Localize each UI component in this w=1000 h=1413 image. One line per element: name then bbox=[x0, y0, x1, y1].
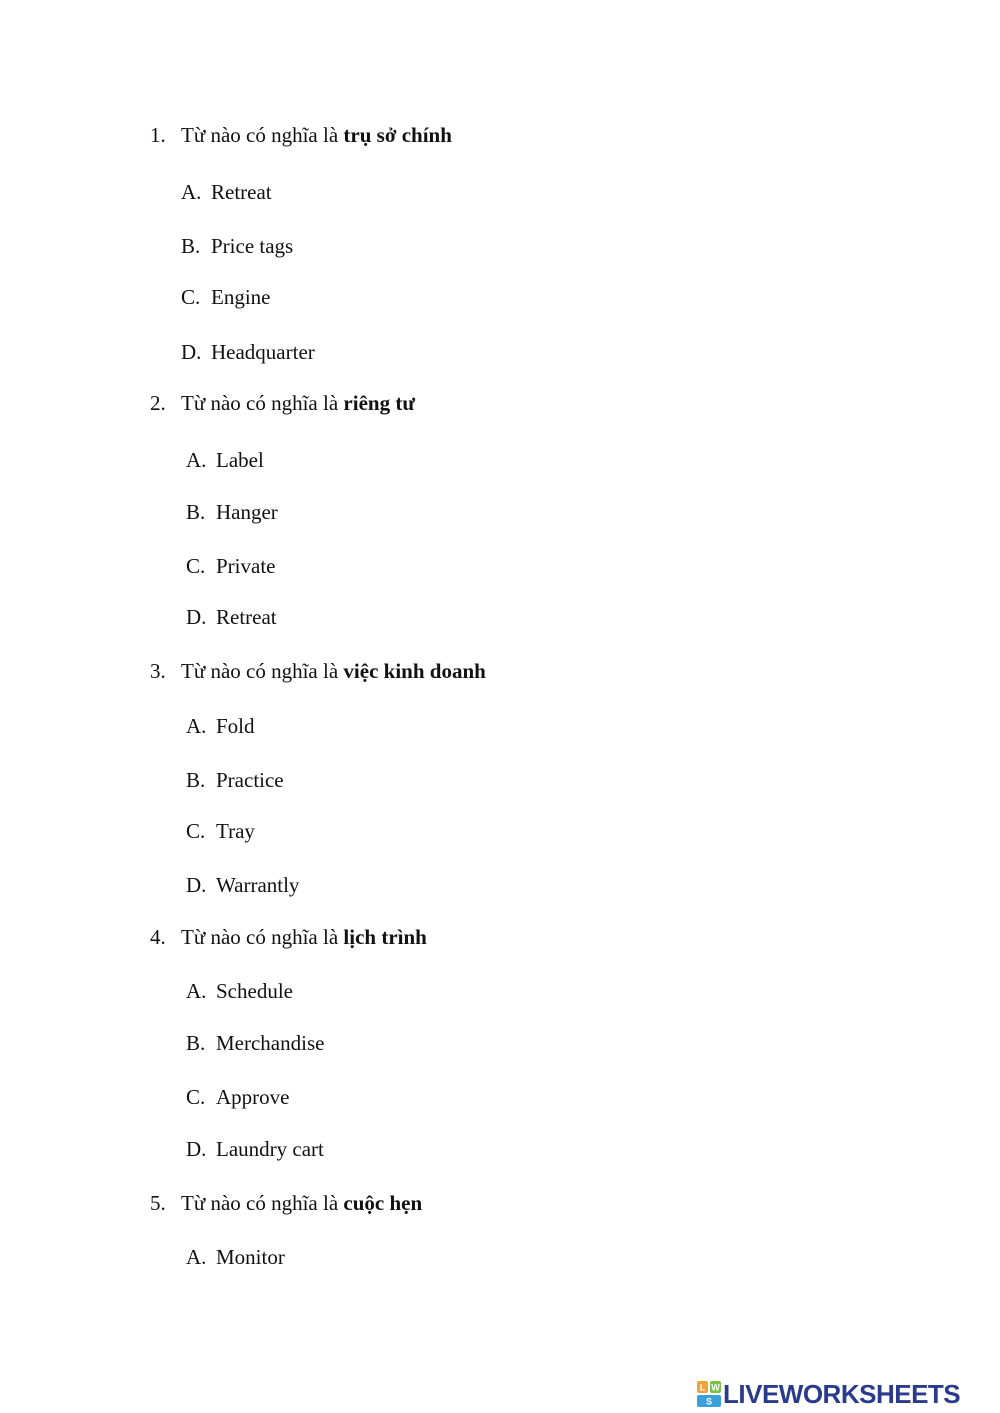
question-number: 5. bbox=[150, 1191, 166, 1215]
option-text: Laundry cart bbox=[216, 1137, 324, 1161]
option-letter: B. bbox=[186, 1031, 206, 1055]
option-text: Label bbox=[216, 448, 264, 472]
option-text: Schedule bbox=[216, 979, 293, 1003]
option-text: Retreat bbox=[211, 180, 272, 204]
option-text: Price tags bbox=[211, 234, 294, 258]
question-keyword: lịch trình bbox=[343, 925, 427, 949]
option-2b[interactable] bbox=[186, 500, 278, 524]
option-letter: A. bbox=[186, 979, 207, 1003]
question-prompt: Từ nào có nghĩa là bbox=[181, 659, 339, 683]
question-2 bbox=[150, 391, 415, 415]
option-letter: D. bbox=[186, 605, 207, 629]
option-4d[interactable] bbox=[186, 1137, 324, 1161]
option-text: Approve bbox=[216, 1085, 290, 1109]
question-prompt: Từ nào có nghĩa là bbox=[181, 123, 339, 147]
question-number: 2. bbox=[150, 391, 166, 415]
option-letter: D. bbox=[186, 873, 207, 897]
question-keyword: việc kinh doanh bbox=[343, 659, 486, 683]
brand-name: LIVEWORKSHEETS bbox=[723, 1378, 961, 1409]
option-letter: C. bbox=[186, 819, 206, 843]
option-letter: B. bbox=[186, 500, 206, 524]
option-5a[interactable] bbox=[186, 1245, 285, 1269]
option-text: Tray bbox=[216, 819, 255, 843]
option-text: Fold bbox=[216, 714, 255, 738]
option-letter: A. bbox=[181, 180, 202, 204]
question-keyword: cuộc hẹn bbox=[343, 1191, 423, 1215]
question-number: 4. bbox=[150, 925, 166, 949]
question-number: 1. bbox=[150, 123, 166, 147]
question-5 bbox=[150, 1191, 422, 1215]
question-prompt: Từ nào có nghĩa là bbox=[181, 925, 339, 949]
question-1 bbox=[150, 123, 452, 147]
option-letter: D. bbox=[181, 340, 202, 364]
option-text: Merchandise bbox=[216, 1031, 325, 1055]
option-letter: D. bbox=[186, 1137, 207, 1161]
option-4a[interactable] bbox=[186, 979, 293, 1003]
logo-letter-w: W bbox=[711, 1382, 720, 1393]
question-4 bbox=[150, 925, 427, 949]
option-letter: B. bbox=[181, 234, 201, 258]
option-4b[interactable] bbox=[186, 1031, 324, 1055]
question-keyword: riêng tư bbox=[343, 391, 415, 415]
option-3c[interactable] bbox=[186, 819, 255, 843]
option-text: Hanger bbox=[216, 500, 278, 524]
option-1b[interactable] bbox=[181, 234, 293, 258]
logo-letter-l: L bbox=[699, 1382, 706, 1393]
option-letter: C. bbox=[186, 1085, 206, 1109]
option-text: Practice bbox=[216, 768, 284, 792]
option-2c[interactable] bbox=[186, 554, 275, 578]
option-letter: C. bbox=[186, 554, 206, 578]
option-text: Headquarter bbox=[211, 340, 315, 364]
option-3b[interactable] bbox=[186, 768, 284, 792]
option-2d[interactable] bbox=[186, 605, 277, 629]
option-text: Warrantly bbox=[216, 873, 300, 897]
liveworksheets-logo-icon bbox=[697, 1381, 721, 1407]
option-2a[interactable] bbox=[186, 448, 264, 472]
question-3 bbox=[150, 659, 486, 683]
option-text: Retreat bbox=[216, 605, 277, 629]
option-1a[interactable] bbox=[181, 180, 272, 204]
option-letter: C. bbox=[181, 285, 201, 309]
option-letter: A. bbox=[186, 714, 207, 738]
question-keyword: trụ sở chính bbox=[343, 123, 452, 147]
option-3a[interactable] bbox=[186, 714, 255, 738]
question-prompt: Từ nào có nghĩa là bbox=[181, 391, 339, 415]
option-3d[interactable] bbox=[186, 873, 299, 897]
option-letter: A. bbox=[186, 1245, 207, 1269]
logo-letter-s: S bbox=[705, 1396, 713, 1407]
question-number: 3. bbox=[150, 659, 166, 683]
option-text: Engine bbox=[211, 285, 271, 309]
option-4c[interactable] bbox=[186, 1085, 289, 1109]
option-letter: A. bbox=[186, 448, 207, 472]
option-text: Monitor bbox=[216, 1245, 285, 1269]
option-1c[interactable] bbox=[181, 285, 270, 309]
option-letter: B. bbox=[186, 768, 206, 792]
option-1d[interactable] bbox=[181, 340, 315, 364]
question-prompt: Từ nào có nghĩa là bbox=[181, 1191, 339, 1215]
liveworksheets-brand[interactable] bbox=[697, 1377, 960, 1411]
option-text: Private bbox=[216, 554, 276, 578]
